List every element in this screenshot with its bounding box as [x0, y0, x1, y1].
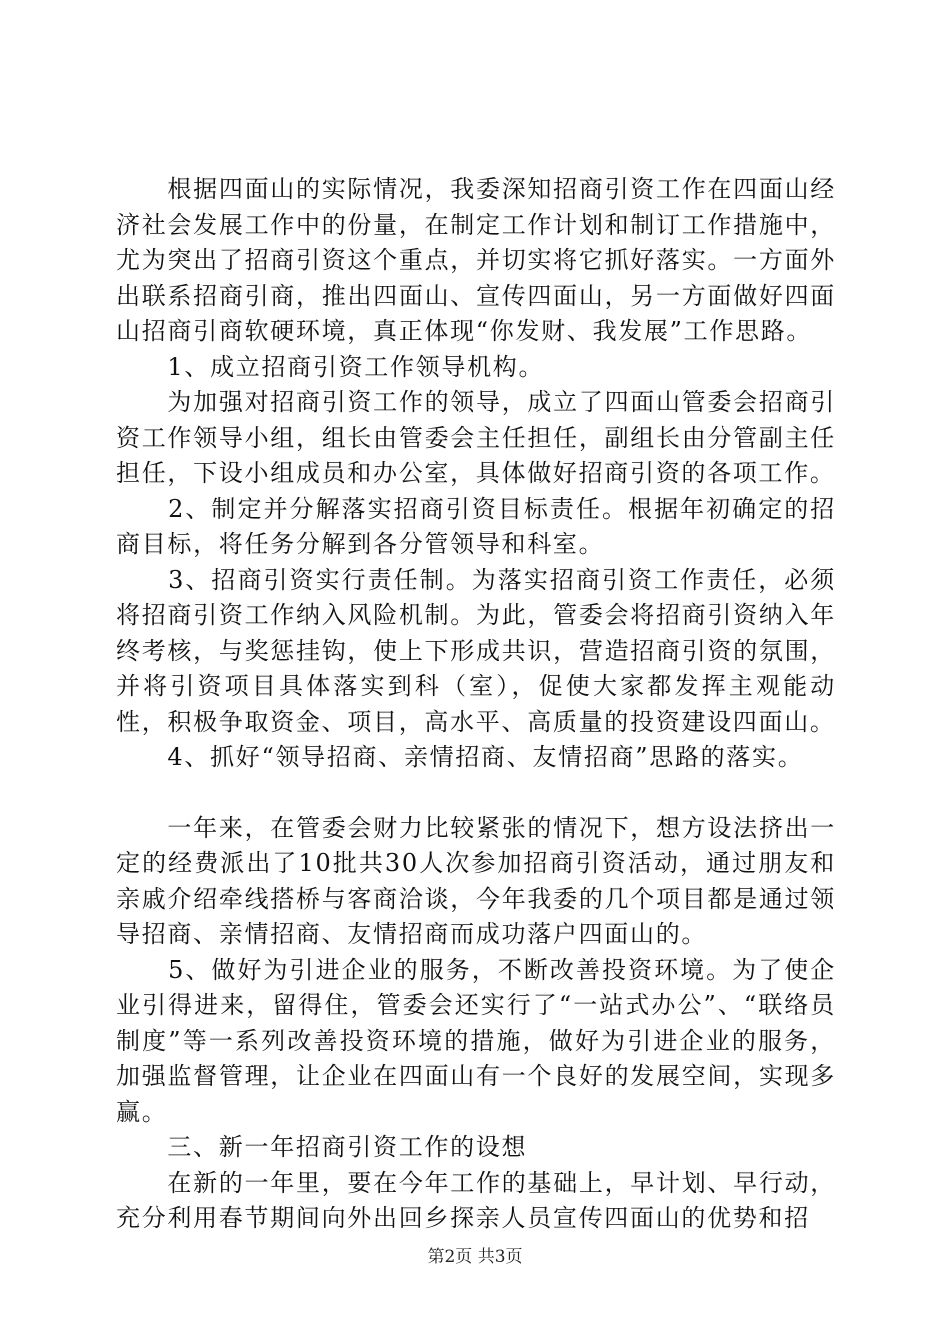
- paragraph-section-3-body: 在新的一年里，要在今年工作的基础上，早计划、早行动，充分利用春节期间向外出回乡探亲人员宣传四面山的优势和招: [116, 1168, 836, 1232]
- paragraph-intro: 根据四面山的实际情况，我委深知招商引资工作在四面山经济社会发展工作中的份量，在制定工作计划和制订工作措施中，尤为突出了招商引资这个重点，并切实将它抓好落实。一方面外出联系招商引商，推出四面山、宣传四面山，另一方面做好四面山招商引商软硬环境，真正体现“你发财、我发展”工作思路。: [116, 175, 836, 345]
- paragraph-item-2: 2、制定并分解落实招商引资目标责任。根据年初确定的招商目标，将任务分解到各分管领导和科室。: [116, 494, 836, 558]
- paragraph-item-1-body: 为加强对招商引资工作的领导，成立了四面山管委会招商引资工作领导小组，组长由管委会主任担任，副组长由分管副主任担任，下设小组成员和办公室，具体做好招商引资的各项工作。: [116, 388, 836, 487]
- paragraph-item-4-heading: 4、抓好“领导招商、亲情招商、友情招商”思路的落实。: [116, 743, 804, 771]
- document-body: [116, 172, 836, 1237]
- paragraph-gap: [116, 776, 836, 811]
- paragraph-item-4-body: 一年来，在管委会财力比较紧张的情况下，想方设法挤出一定的经费派出了10批共30人次参加招商引资活动，通过朋友和亲戚介绍牵线搭桥与客商洽谈，今年我委的几个项目都是通过领导招商、亲情招商、友情招商而成功落户四面山的。: [116, 813, 836, 948]
- paragraph-item-3: 3、招商引资实行责任制。为落实招商引资工作责任，必须将招商引资工作纳入风险机制。为此，管委会将招商引资纳入年终考核，与奖惩挂钩，使上下形成共识，营造招商引资的氛围，并将引资项目具体落实到科（室），促使大家都发挥主观能动性，积极争取资金、项目，高水平、高质量的投资建设四面山。: [116, 565, 836, 736]
- paragraph-item-5: 5、做好为引进企业的服务，不断改善投资环境。为了使企业引得进来，留得住，管委会还实行了“一站式办公”、“联络员制度”等一系列改善投资环境的措施，做好为引进企业的服务，加强监督管理，让企业在四面山有一个良好的发展空间，实现多赢。: [116, 955, 836, 1126]
- section-heading-3: 三、新一年招商引资工作的设想: [116, 1133, 528, 1161]
- page-footer: 第2页 共3页: [427, 1247, 523, 1267]
- paragraph-item-1-heading: 1、成立招商引资工作领导机构。: [116, 352, 545, 381]
